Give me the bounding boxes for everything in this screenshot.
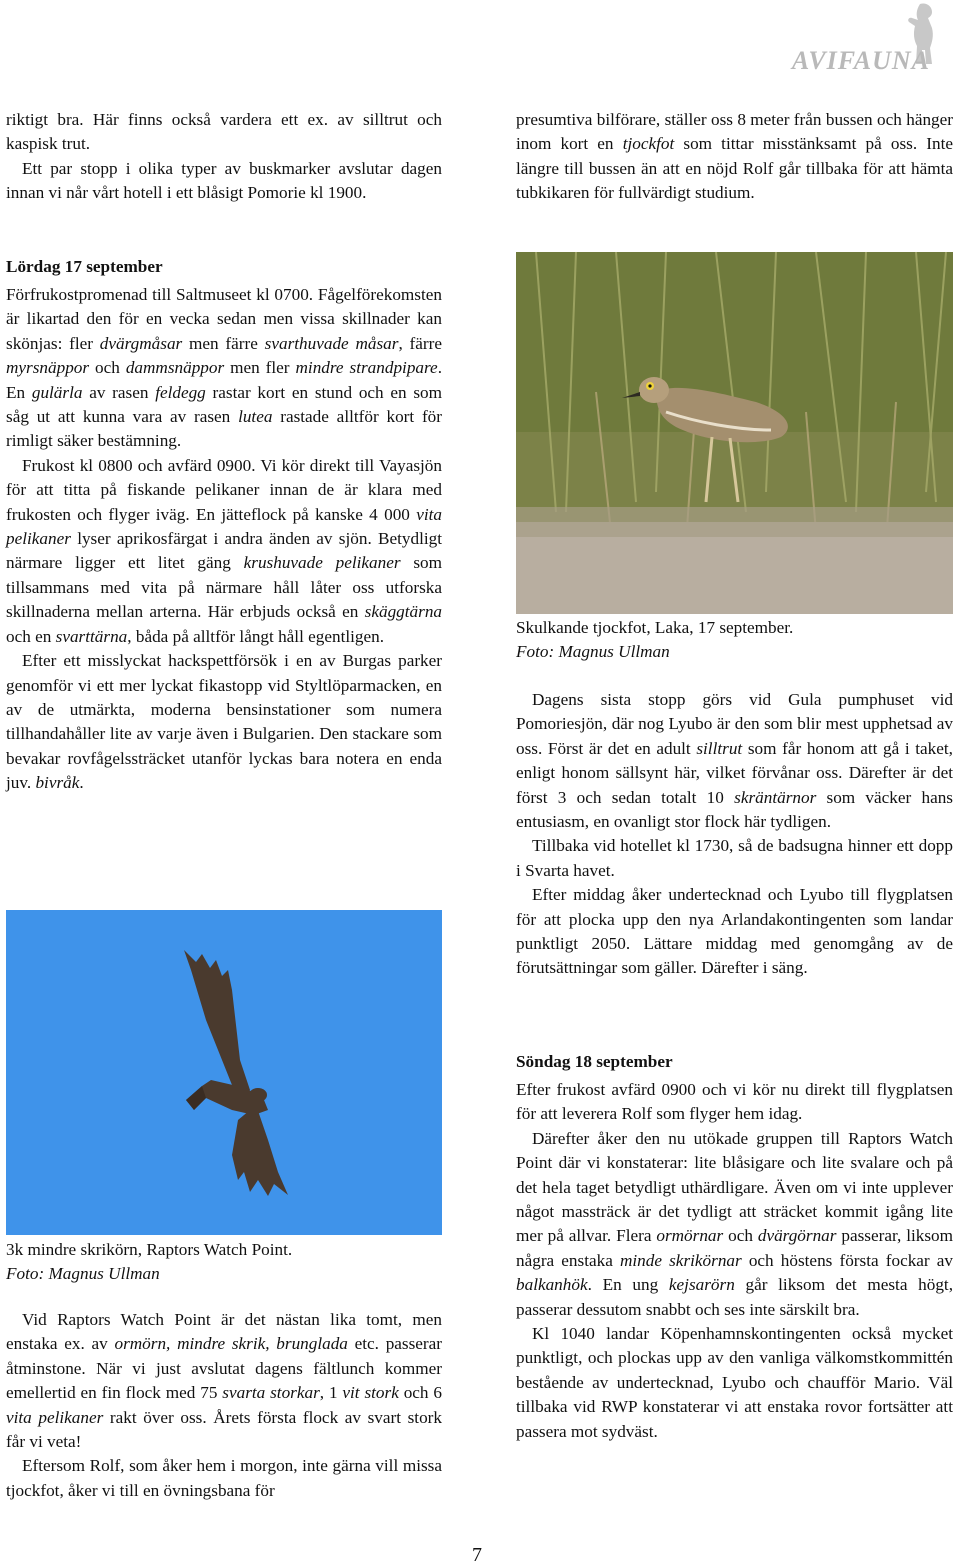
saturday-section [6,255,442,796]
sunday-section [516,1050,953,1444]
text: Ett par stopp i olika typer av buskmarker avslutar dagen innan vi når vårt hotell i ett blåsigt Pomorie kl 1900. [6,158,442,203]
left-column-top [6,108,442,206]
section-heading: Lördag 17 september [6,257,163,276]
curlew-caption [516,616,793,664]
paragraph: Frukost kl 0800 och avfärd 0900. Vi kör direkt till Vayasjön för att titta på fiskande pelikaner innan de är klara med frukosten och flyger iväg. En jätteflock på kanske 4 000 vita pelikaner lyser aprikosfärgat i andra änden av sjön. Betydligt närmare ligger ett litet gäng krushuvade pelikaner som tillsammans med vita på närmare håll låter oss utforska skillnaderna mellan arterna. Här erbjuds också en skäggtärna och en svarttärna, båda på alltför långt håll egentligen. [6,455,442,646]
text: riktigt bra. Här finns också vardera ett ex. av silltrut och kaspisk trut. [6,110,442,154]
brand-logo-text: AVIFAUNA [791,46,930,75]
page-number: 7 [472,1544,482,1566]
caption-text: Skulkande tjockfot, Laka, 17 september. [516,618,794,637]
right-column-middle [516,688,953,981]
photo-credit: Foto: Magnus Ullman [516,642,670,661]
photo-credit: Foto: Magnus Ullman [6,1264,160,1283]
paragraph: Efter middag åker undertecknad och Lyubo till flygplatsen för att plocka upp den nya Arlandakontingenten som landar punktligt 2050. Lättare middag med genomgång av de förutsättningar som gäller. Därefter i säng. [516,885,953,978]
paragraph: Efter frukost avfärd 0900 och vi kör nu direkt till flygplatsen för att leverera Rolf som flyger hem idag. [516,1080,953,1124]
paragraph: Förfrukostpromenad till Saltmuseet kl 0700. Fågelförekomsten är likartad den för en vecka sedan men vissa skillnader kan skönjas: fler dvärgmåsar men färre svarthuvade måsar, färre myrsnäppor och dammsnäppor men fler mindre strandpipare. En gulärla av rasen feldegg rastar kort en stund och en som såg ut att kunna vara av rasen lutea rastade alltför kort för rimligt säker bestämning. [6,285,442,451]
paragraph: Tillbaka vid hotellet kl 1730, så de badsugna hinner ett dopp i Svarta havet. [516,836,953,880]
paragraph: Vid Raptors Watch Point är det nästan lika tomt, men enstaka ex. av ormörn, mindre skrik, brunglada etc. passerar åtminstone. När vi just avslutat dagens fältlunch kommer emellertid en fin flock med 75 svarta storkar, 1 vit stork och 6 vita pelikaner rakt över oss. Årets första flock av svart stork får vi veta! [6,1310,442,1452]
paragraph: Dagens sista stopp görs vid Gula pumphuset vid Pomoriesjön, där nog Lyubo är den som blir mest upphetsad av oss. Först är det en adult silltrut som får honom att gå i taket, enligt honom sällsynt här, vilket förvånar oss. Därefter är det först 3 och sedan totalt 10 skräntärnor som väcker hans entusiasm, en ovanligt stor flock här tydligen. [516,690,953,832]
section-heading: Söndag 18 september [516,1052,673,1071]
stone-curlew-photo [516,252,953,614]
right-column-top [516,108,953,206]
paragraph: Kl 1040 landar Köpenhamnskontingenten också mycket punktligt, och plockas upp av den vanliga välkomstkommittén bestående av undertecknad, Lyubo och chaufför Mario. Väl tillbaka vid RWP konstaterar vi att enstaka rovor fortsätter att passera mot sydväst. [516,1324,953,1441]
paragraph [6,108,442,157]
caption-text: 3k mindre skrikörn, Raptors Watch Point. [6,1240,293,1259]
paragraph: Efter ett misslyckat hackspettförsök i en av Burgas parker genomför vi ett mer lyckat fikastopp vid Styltlöparmacken, en av de utmärkta, moderna bensinstationer som numera tillhandahåller lite av varje även i Bulgarien. Den stackare som bevakar rovfågelssträcket utanför lyckas bara notera en enda juv. bivråk. [6,651,442,793]
eagle-photo [6,910,442,1235]
left-column-bottom [6,1308,442,1503]
eagle-caption [6,1238,292,1286]
paragraph: Eftersom Rolf, som åker hem i morgon, inte gärna vill missa tjockfot, åker vi till en övningsbana för [6,1456,442,1500]
paragraph: presumtiva bilförare, ställer oss 8 meter från bussen och hänger inom kort en tjockfot som tittar misstänksamt på oss. Inte längre till bussen än att en nöjd Rolf går tillbaka för att hämta tubkikaren för fullvärdigt studium. [516,110,953,203]
paragraph [6,157,442,206]
paragraph: Därefter åker den nu utökade gruppen till Raptors Watch Point där vi konstaterar: lite blåsigare och lite svalare och på det hela taget betydligt uthärdligare. Även om vi inte upplever något massträck är det tydligt att sträcket kommit igång lite mer på allvar. Flera ormörnar och dvärgörnar passerar, liksom några enstaka minde skrikörnar och höstens första fockar av balkanhök. En ung kejsarörn går liksom det mesta högt, passerar dessutom snabbt och ses inte särskilt bra. [516,1128,954,1319]
